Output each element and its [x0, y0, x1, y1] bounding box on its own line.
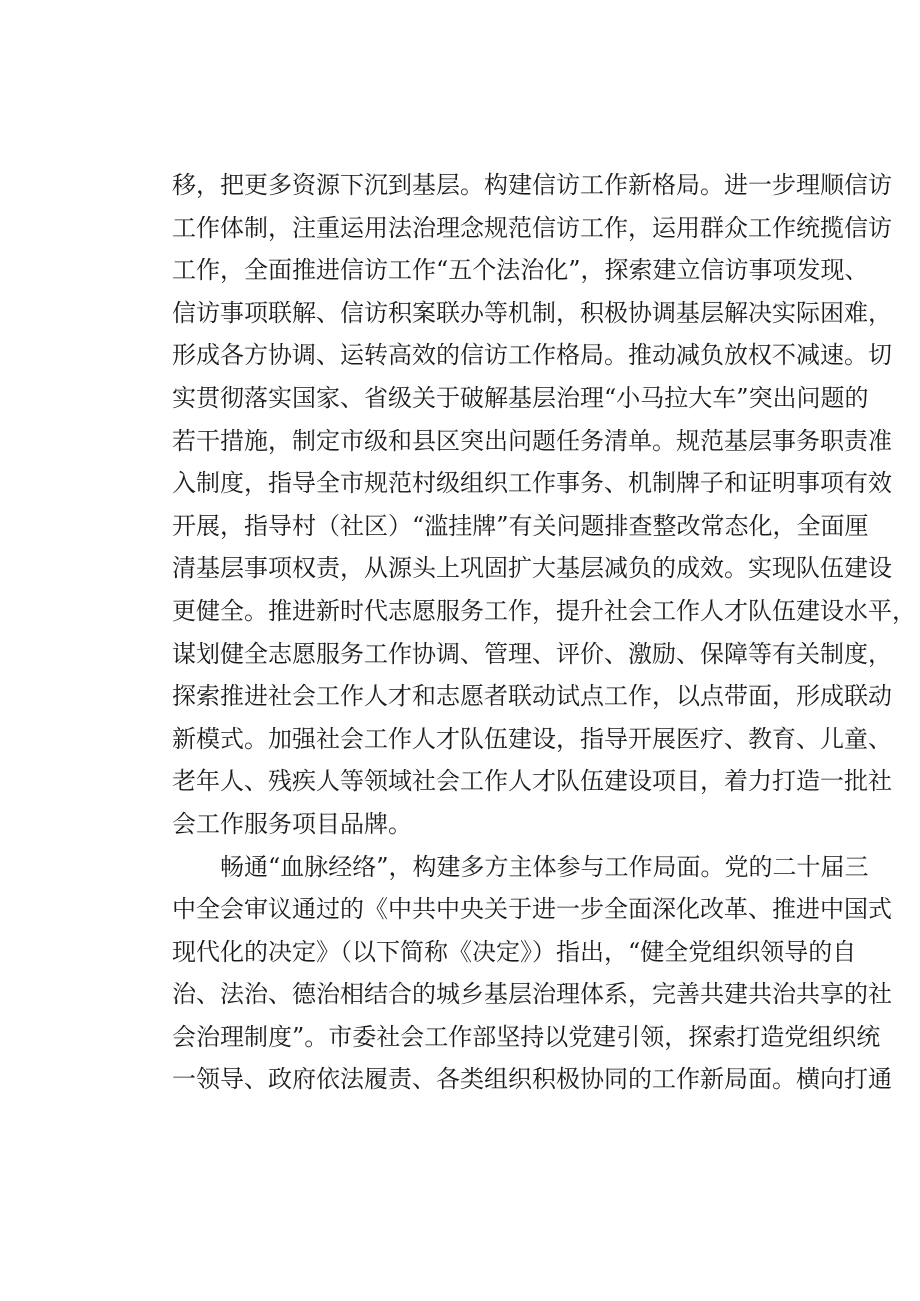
text-line: 入制度，指导全市规范村级组织工作事务、机制牌子和证明事项有效 — [172, 469, 892, 498]
text-line: 更健全。推进新时代志愿服务工作，提升社会工作人才队伍建设水平， — [172, 596, 916, 625]
text-line: 探索推进社会工作人才和志愿者联动试点工作，以点带面，形成联动 — [172, 682, 892, 711]
text-line: 新模式。加强社会工作人才队伍建设，指导开展医疗、教育、儿童、 — [172, 724, 892, 753]
text-line: 会工作服务项目品牌。 — [172, 809, 412, 838]
text-line: 信访事项联解、信访积案联办等机制，积极协调基层解决实际困难， — [172, 298, 892, 327]
text-line: 老年人、残疾人等领域社会工作人才队伍建设项目，着力打造一批社 — [172, 767, 892, 796]
text-line: 中全会审议通过的《中共中央关于进一步全面深化改革、推进中国式 — [172, 895, 892, 924]
text-line: 清基层事项权责，从源头上巩固扩大基层减负的成效。实现队伍建设 — [172, 554, 892, 583]
text-line: 工作体制，注重运用法治理念规范信访工作，运用群众工作统揽信访 — [172, 213, 892, 242]
text-line: 一领导、政府依法履责、各类组织积极协同的工作新局面。横向打通 — [172, 1065, 892, 1094]
text-line: 形成各方协调、运转高效的信访工作格局。推动减负放权不减速。切 — [172, 341, 892, 370]
text-line: 工作，全面推进信访工作“五个法治化”，探索建立信访事项发现、 — [172, 256, 869, 285]
text-line: 实贯彻落实国家、省级关于破解基层治理“小马拉大车”突出问题的 — [172, 383, 869, 412]
paragraph-first-line: 畅通“血脉经络”，构建多方主体参与工作局面。党的二十届三 — [220, 852, 869, 881]
text-line: 现代化的决定》（以下简称《决定》）指出，“健全党组织领导的自 — [172, 937, 857, 966]
text-line: 开展，指导村（社区）“滥挂牌”有关问题排查整改常态化，全面厘 — [172, 511, 869, 540]
text-line: 治、法治、德治相结合的城乡基层治理体系，完善共建共治共享的社 — [172, 980, 892, 1009]
text-line: 会治理制度”。市委社会工作部坚持以党建引领，探索打造党组织统 — [172, 1022, 881, 1051]
text-line: 移，把更多资源下沉到基层。构建信访工作新格局。进一步理顺信访 — [172, 171, 892, 199]
text-line: 若干措施，制定市级和县区突出问题任务清单。规范基层事务职责准 — [172, 426, 892, 455]
body-text — [172, 164, 916, 1101]
text-line: 谋划健全志愿服务工作协调、管理、评价、激励、保障等有关制度， — [172, 639, 892, 668]
